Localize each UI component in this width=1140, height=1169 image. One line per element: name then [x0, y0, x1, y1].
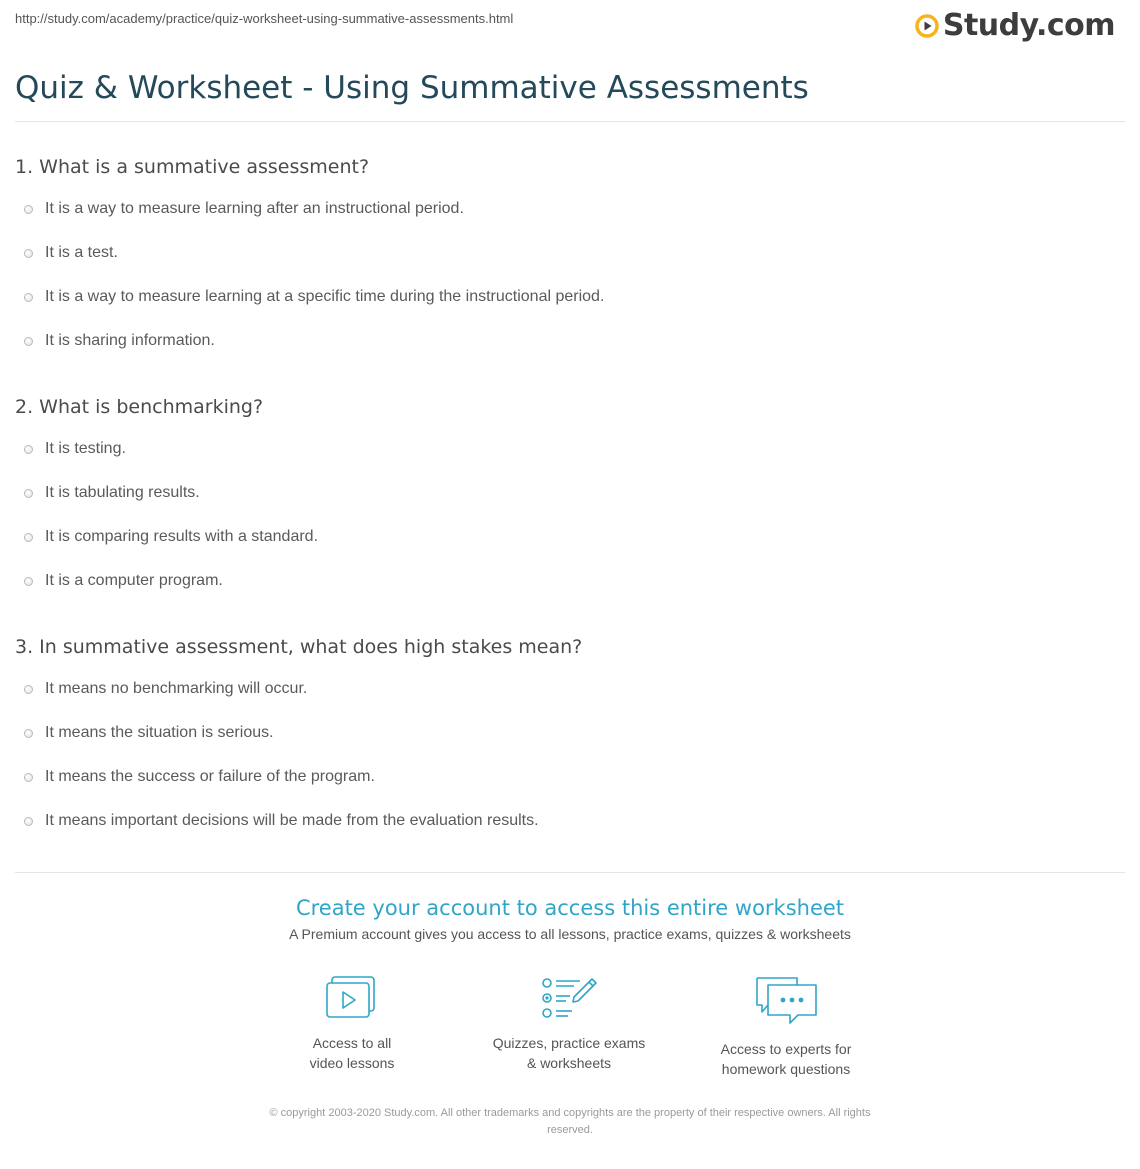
option-label: It is testing. — [45, 440, 126, 457]
copyright-line1: © copyright 2003-2020 Study.com. All other trademarks and copyrights are the property of their respective owners. All rights — [269, 1107, 871, 1119]
radio-button[interactable] — [24, 577, 33, 586]
feature-label-line2: video lessons — [309, 1055, 395, 1071]
option-1-3[interactable] — [24, 288, 604, 306]
radio-button[interactable] — [24, 445, 33, 454]
radio-button[interactable] — [24, 249, 33, 258]
option-2-1[interactable] — [24, 440, 126, 458]
option-2-2[interactable] — [24, 484, 200, 502]
radio-button[interactable] — [24, 729, 33, 738]
title-divider — [15, 121, 1125, 122]
option-label: It is a way to measure learning after an instructional period. — [45, 200, 464, 217]
question-2: 2. What is benchmarking? — [15, 396, 264, 418]
option-label: It is tabulating results. — [45, 484, 200, 501]
option-3-3[interactable] — [24, 768, 375, 786]
feature-label-line1: Access to experts for — [720, 1041, 852, 1057]
option-3-4[interactable] — [24, 812, 539, 830]
option-3-1[interactable] — [24, 680, 307, 698]
option-label: It is a test. — [45, 244, 118, 261]
option-1-4[interactable] — [24, 332, 215, 350]
option-label: It means no benchmarking will occur. — [45, 680, 308, 697]
question-1: 1. What is a summative assessment? — [15, 156, 370, 178]
option-2-3[interactable] — [24, 528, 318, 546]
radio-button[interactable] — [24, 533, 33, 542]
cta-subtitle: A Premium account gives you access to all lessons, practice exams, quizzes & worksheets — [289, 926, 851, 942]
option-3-2[interactable] — [24, 724, 274, 742]
copyright-line2: reserved. — [547, 1124, 593, 1136]
option-label: It is sharing information. — [45, 332, 215, 349]
radio-button[interactable] — [24, 817, 33, 826]
copyright-notice — [215, 1105, 925, 1139]
feature-label-line2: & worksheets — [526, 1055, 612, 1071]
option-2-4[interactable] — [24, 572, 223, 590]
option-label: It is comparing results with a standard. — [45, 528, 319, 545]
create-account-link[interactable]: Create your account to access this entire worksheet — [295, 896, 845, 920]
feature-label-line1: Quizzes, practice exams — [492, 1035, 646, 1051]
feature-label-line1: Access to all — [312, 1035, 392, 1051]
option-label: It means the situation is serious. — [45, 724, 274, 741]
radio-button[interactable] — [24, 685, 33, 694]
radio-button[interactable] — [24, 293, 33, 302]
study-logo[interactable] — [915, 8, 1115, 43]
option-label: It means the success or failure of the program. — [45, 768, 375, 785]
page-url: http://study.com/academy/practice/quiz-worksheet-using-summative-assessments.html — [15, 11, 514, 26]
quiz-checklist-icon — [540, 975, 598, 1021]
option-1-2[interactable] — [24, 244, 118, 262]
radio-button[interactable] — [24, 773, 33, 782]
radio-button[interactable] — [24, 337, 33, 346]
feature-video-lessons — [252, 975, 452, 1073]
feature-quizzes — [469, 975, 669, 1073]
radio-button[interactable] — [24, 489, 33, 498]
logo-text: Study.com — [942, 8, 1115, 43]
play-circle-icon — [915, 14, 939, 38]
option-label: It is a way to measure learning at a specific time during the instructional period. — [45, 288, 605, 305]
feature-experts — [686, 975, 886, 1079]
video-lessons-icon — [324, 975, 380, 1021]
feature-label-line2: homework questions — [721, 1061, 851, 1077]
cta-divider — [15, 872, 1125, 873]
question-3: 3. In summative assessment, what does high stakes mean? — [15, 636, 583, 658]
chat-bubbles-icon — [754, 975, 818, 1027]
radio-button[interactable] — [24, 205, 33, 214]
option-label: It is a computer program. — [45, 572, 223, 589]
option-label: It means important decisions will be made from the evaluation results. — [45, 812, 539, 829]
page-title: Quiz & Worksheet - Using Summative Assessments — [15, 70, 809, 106]
option-1-1[interactable] — [24, 200, 464, 218]
